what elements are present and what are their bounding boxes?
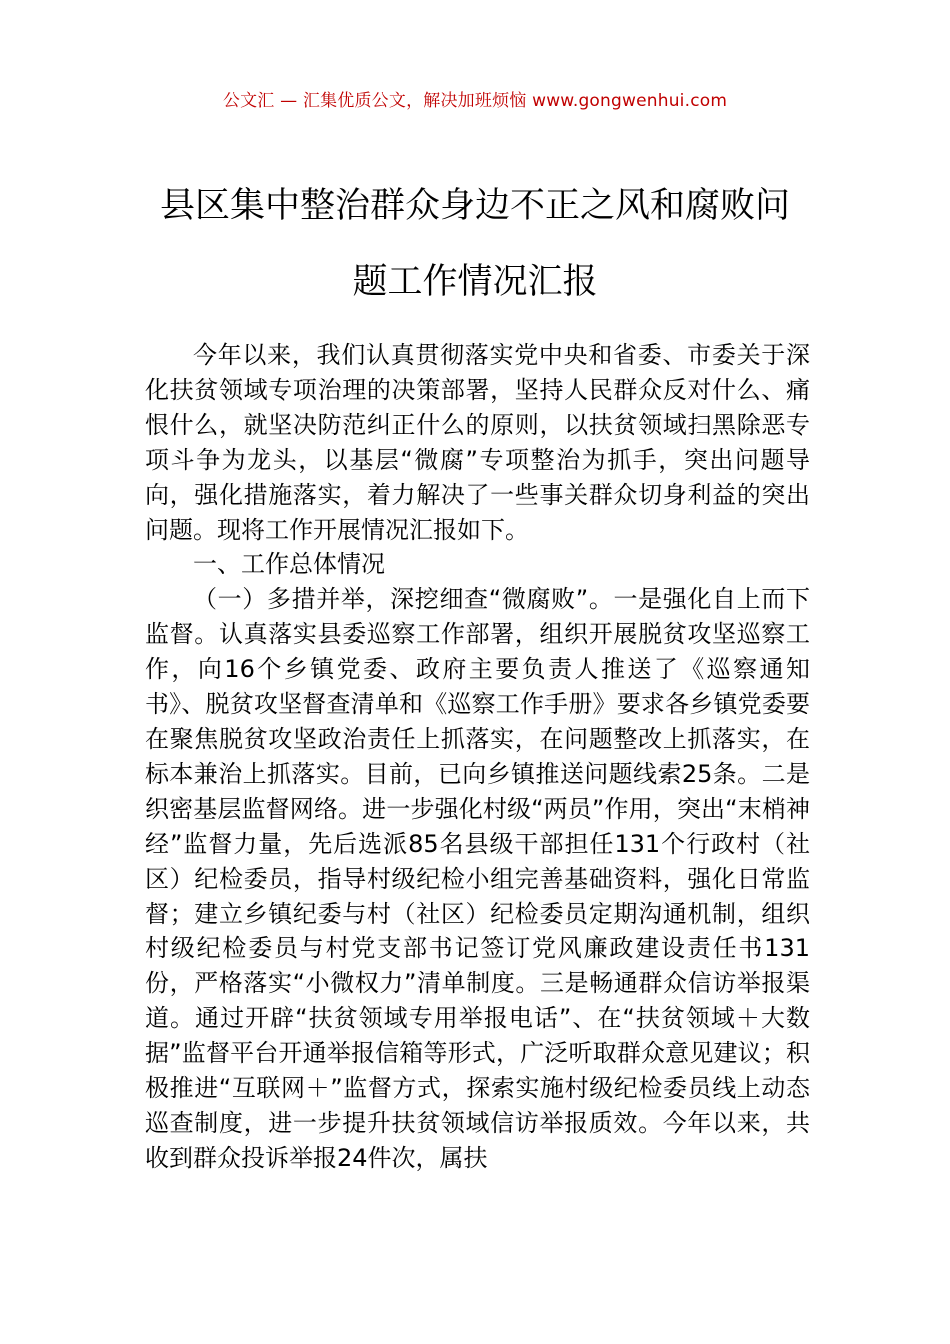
- document-body: [145, 338, 810, 1176]
- title-line-1: 县区集中整治群众身边不正之风和腐败问: [159, 186, 790, 226]
- document-title: [140, 168, 810, 320]
- section-paragraph: （一）多措并举，深挖细查“微腐败”。一是强化自上而下监督。认真落实县委巡察工作部署，组织开展脱贫攻坚巡察工作，向16个乡镇党委、政府主要负责人推送了《巡察通知书》、脱贫攻坚督查清单和《巡察工作手册》要求各乡镇党委要在聚焦脱贫攻坚政治责任上抓落实，在问题整改上抓落实，在标本兼治上抓落实。目前，已向乡镇推送问题线索25条。二是织密基层监督网络。进一步强化村级“两员”作用，突出“末梢神经”监督力量，先后选派85名县级干部担任131个行政村（社区）纪检委员，指导村级纪检小组完善基础资料，强化日常监督；建立乡镇纪委与村（社区）纪检委员定期沟通机制，组织村级纪检委员与村党支部书记签订党风廉政建设责任书131份，严格落实“小微权力”清单制度。三是畅通群众信访举报渠道。通过开辟“扶贫领域专用举报电话”、在“扶贫领域＋大数据”监督平台开通举报信箱等形式，广泛听取群众意见建议；积极推进“互联网＋”监督方式，探索实施村级纪检委员线上动态巡查制度，进一步提升扶贫领域信访举报质效。今年以来，共收到群众投诉举报24件次，属扶: [145, 585, 810, 1172]
- intro-paragraph: 今年以来，我们认真贯彻落实党中央和省委、市委关于深化扶贫领域专项治理的决策部署，坚持人民群众反对什么、痛恨什么，就坚决防范纠正什么的原则，以扶贫领域扫黑除恶专项斗争为龙头，以基层“微腐”专项整治为抓手，突出问题导向，强化措施落实，着力解决了一些事关群众切身利益的突出问题。现将工作开展情况汇报如下。: [145, 341, 810, 544]
- header-banner: 公文汇 — 汇集优质公文，解决加班烦恼 www.gongwenhui.com: [222, 91, 728, 111]
- title-line-2: 题工作情况汇报: [352, 262, 598, 302]
- section-heading: 一、工作总体情况: [193, 550, 385, 579]
